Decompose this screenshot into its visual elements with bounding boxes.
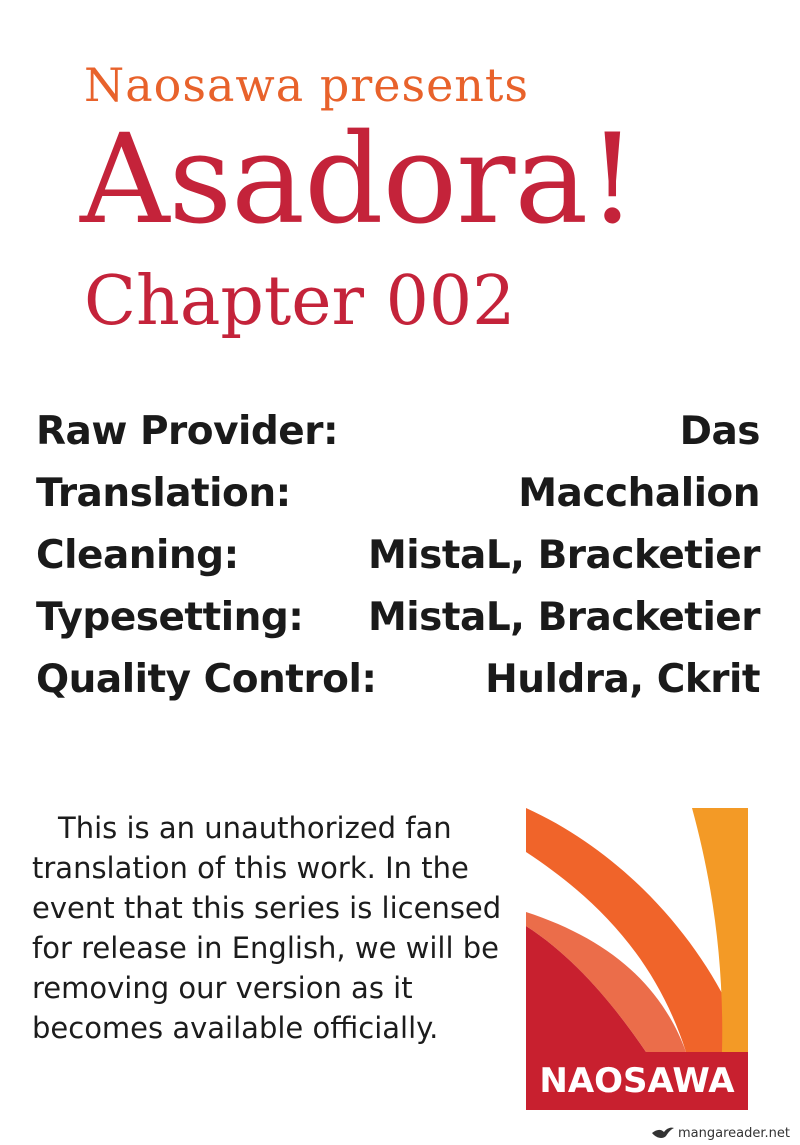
credit-name: Huldra, Ckrit xyxy=(485,656,760,702)
chapter-heading: Chapter 002 xyxy=(84,262,516,341)
logo-text: NAOSAWA xyxy=(539,1061,735,1101)
credits-list xyxy=(36,400,760,710)
credit-row-translation xyxy=(36,462,760,524)
credit-name: Das xyxy=(679,408,760,454)
credit-role: Translation: xyxy=(36,470,291,516)
credit-row-raw-provider xyxy=(36,400,760,462)
presents-line: Naosawa presents xyxy=(84,58,530,112)
credit-role: Cleaning: xyxy=(36,532,239,578)
bird-icon xyxy=(652,1127,674,1141)
credit-name: MistaL, Bracketier xyxy=(367,594,760,640)
disclaimer-text: This is an unauthorized fan translation of this work. In the event that this series is licensed for release in English, we will be removing our version as it becomes available officially. xyxy=(32,811,502,1045)
credit-name: MistaL, Bracketier xyxy=(367,532,760,578)
credit-row-cleaning xyxy=(36,524,760,586)
credit-role: Raw Provider: xyxy=(36,408,339,454)
watermark xyxy=(652,1126,790,1141)
watermark-text: mangareader.net xyxy=(678,1126,790,1141)
disclaimer-block xyxy=(32,808,502,1048)
credit-name: Macchalion xyxy=(518,470,760,516)
credit-row-typesetting xyxy=(36,586,760,648)
credit-row-quality-control xyxy=(36,648,760,710)
credit-role: Typesetting: xyxy=(36,594,304,640)
credit-role: Quality Control: xyxy=(36,656,377,702)
page-title: Asadora! xyxy=(80,108,637,252)
